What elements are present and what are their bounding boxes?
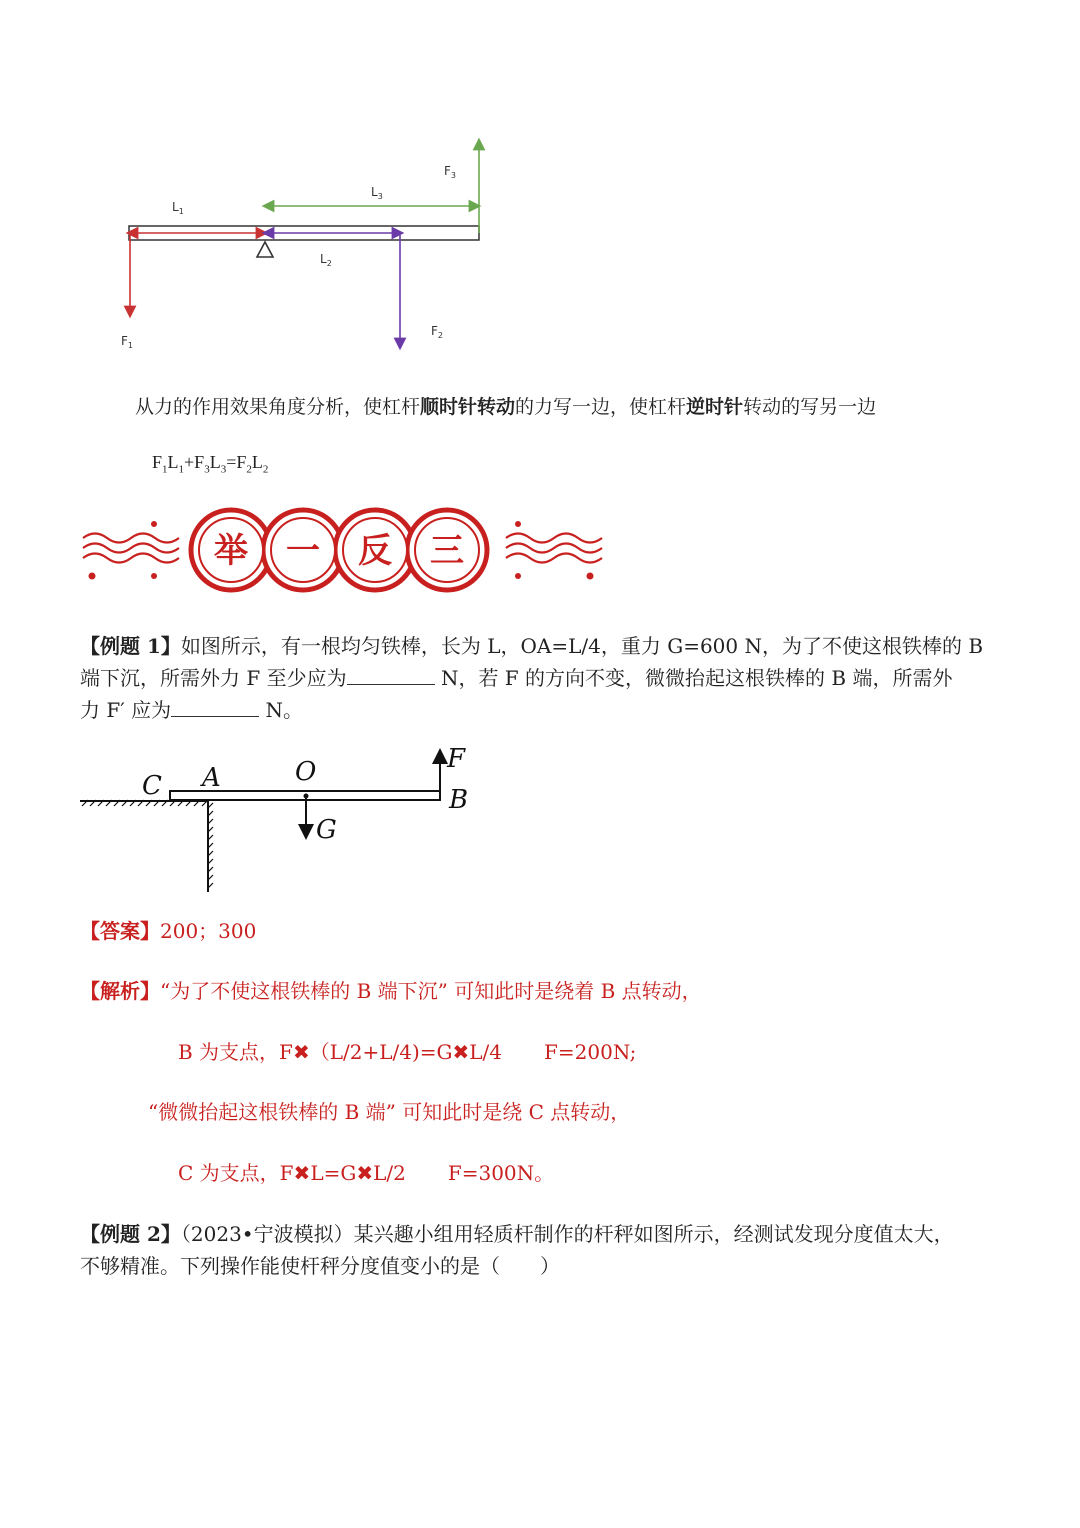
example1-line3 <box>80 694 303 727</box>
answer-value: 200；300 <box>160 919 257 943</box>
analysis-bold-clockwise: 顺时针转动 <box>420 396 516 418</box>
f1-label: $F_1$ <box>121 334 133 350</box>
l2-label: $L_2$ <box>320 252 332 268</box>
analysis-text-3: 转动的写另一边 <box>743 396 877 418</box>
times-icon: ✖ <box>293 1161 311 1185</box>
answer-blank-1[interactable] <box>347 666 435 685</box>
lever-diagram-1 <box>80 130 520 360</box>
analysis-bold-counterclockwise: 逆时针 <box>686 396 744 418</box>
banner-jyfs <box>78 500 608 600</box>
fulcrum-triangle <box>257 242 273 257</box>
times-icon: ✖ <box>452 1040 470 1064</box>
label-a: A <box>202 763 221 793</box>
analysis-line <box>135 391 876 424</box>
answer-line <box>80 915 256 948</box>
label-g: G <box>316 815 337 845</box>
example2-line2 <box>80 1250 560 1283</box>
example1-text-3b: N。 <box>259 698 303 722</box>
explanation-text-3: “微微抬起这根铁棒的 B 端” 可知此时是绕 C 点转动， <box>148 1100 631 1124</box>
banner-char-3: 反 <box>358 531 392 571</box>
right-wave-decoration <box>506 534 602 563</box>
label-o: O <box>295 757 317 787</box>
explanation-line2: B 为支点，F✖（L/2+L/4)=G✖L/4 F=200N; <box>178 1040 637 1064</box>
label-b: B <box>449 785 469 815</box>
f3-label: $F_3$ <box>444 164 456 180</box>
iron-rod-diagram <box>78 742 478 897</box>
times-icon: ✖ <box>292 1040 310 1064</box>
example1-text-3a: 力 F′ 应为 <box>80 698 172 722</box>
example1-text-1: 如图所示，有一根均匀铁棒，长为 L，OA=L/4，重力 G=600 N，为了不使这根铁棒的 B <box>180 634 984 658</box>
example2-text-2: 不够精准。下列操作能使杆秤分度值变小的是（ ） <box>80 1254 560 1278</box>
explanation-text-1: “为了不使这根铁棒的 B 端下沉” 可知此时是绕着 B 点转动， <box>160 979 702 1003</box>
example1-line1 <box>80 630 983 663</box>
banner-char-1: 举 <box>214 531 248 571</box>
banner-char-2: 一 <box>286 531 320 571</box>
example1-line2 <box>80 662 952 695</box>
label-f: F <box>447 744 466 774</box>
example2-tag: 【例题 2】 <box>80 1222 181 1246</box>
example1-text-2a: 端下沉，所需外力 F 至少应为 <box>80 666 347 690</box>
explanation-tag: 【解析】 <box>80 979 160 1003</box>
f2-label: $F_2$ <box>431 324 443 340</box>
analysis-text-2: 的力写一边，使杠杆 <box>515 396 687 418</box>
times-icon: ✖ <box>356 1161 374 1185</box>
moment-formula: $F_1L_1+F_3L_3=F_2L_2$ <box>152 452 269 476</box>
explanation-line1 <box>80 975 702 1008</box>
explanation-line3 <box>148 1096 630 1129</box>
example2-text-1: （2023•宁波模拟）某兴趣小组用轻质杆制作的杆秤如图所示，经测试发现分度值太大， <box>180 1222 954 1246</box>
example1-tag: 【例题 1】 <box>80 634 181 658</box>
example2-line1 <box>80 1218 954 1251</box>
left-wave-decoration <box>83 534 179 563</box>
l3-label: $L_3$ <box>371 185 383 201</box>
analysis-text-1: 从力的作用效果角度分析，使杠杆 <box>135 396 421 418</box>
example1-text-2b: N，若 F 的方向不变，微微抬起这根铁棒的 B 端，所需外 <box>434 666 953 690</box>
explanation-line4: C 为支点，F✖L=G✖L/2 F=300N。 <box>178 1161 555 1185</box>
answer-blank-2[interactable] <box>171 698 259 717</box>
l1-label: $L_1$ <box>172 200 184 216</box>
answer-tag: 【答案】 <box>80 919 160 943</box>
label-c: C <box>142 771 162 801</box>
banner-char-4: 三 <box>430 531 464 571</box>
